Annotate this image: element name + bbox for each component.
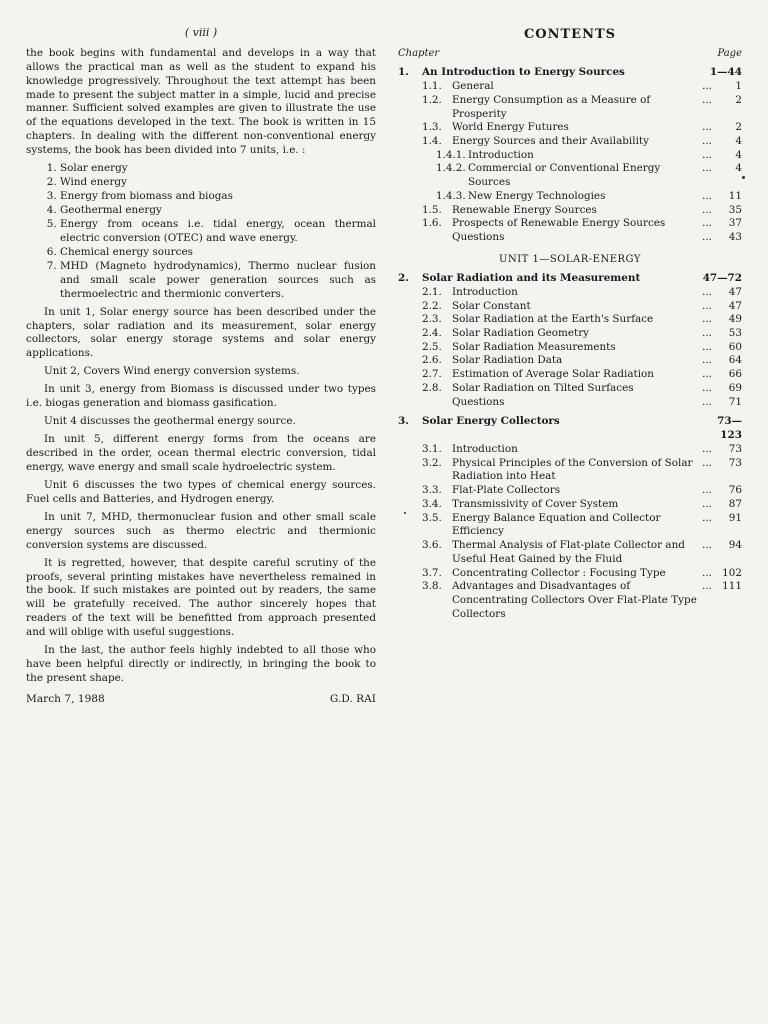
unit-item: 6. Chemical energy sources (60, 246, 376, 260)
leader-dots: ... (702, 484, 712, 497)
leader-dots: ... (702, 80, 712, 93)
chapter-2 (398, 272, 742, 409)
section-page: 2 (735, 93, 742, 106)
signature-line (26, 692, 376, 706)
section-number: 1.4.3. (435, 189, 466, 202)
section-number: 3.6. (421, 539, 442, 552)
leader-dots: ... (702, 135, 712, 148)
chapter-3 (398, 415, 742, 621)
leader-dots: ... (702, 299, 712, 312)
section-page: 47 (728, 299, 742, 312)
toc-entry (398, 341, 742, 355)
section-number: 2.4. (421, 327, 442, 340)
author-name: G.D. RAI (329, 693, 376, 706)
toc-entry (398, 80, 742, 94)
chapter-pages: 47—72 (702, 272, 742, 285)
section-number: 3.1. (421, 442, 442, 455)
chapter-pages: 73—123 (717, 415, 742, 442)
leader-dots: ... (702, 566, 712, 579)
toc-entry (398, 286, 742, 300)
leader-dots: ... (702, 313, 712, 326)
preface-paragraph: In unit 7, MHD, thermonuclear fusion and other small scale energy sources such as thermo electric and thermionic conversion systems are discussed. (26, 510, 376, 551)
section-title: Thermal Analysis of Flat-plate Collector and Useful Heat Gained by the Fluid (451, 539, 685, 565)
chapter-number: 2. (397, 272, 409, 285)
preface-paragraph: It is regretted, however, that despite careful scrutiny of the proofs, several printing mistakes have nevertheless remained in the book. If such mistakes are pointed out by readers, the same will be gratefully received. The author sincerely hopes that readers of the text will be benefitted from approach presented and will oblige with useful suggestions. (26, 556, 376, 639)
toc-entry (398, 204, 742, 218)
section-page: 66 (728, 368, 742, 381)
leader-dots: ... (702, 203, 712, 216)
toc-entry (398, 580, 742, 621)
toc-entry (398, 443, 742, 457)
chapter-column-header: Chapter (397, 48, 440, 60)
preface-paragraph: Unit 2, Covers Wind energy conversion systems. (44, 365, 300, 378)
unit-item: 3. Energy from biomass and biogas (60, 190, 376, 204)
leader-dots: ... (702, 285, 712, 298)
toc-entry (398, 121, 742, 135)
section-page: 11 (728, 189, 742, 202)
unit-heading: UNIT 1—SOLAR-ENERGY (499, 253, 641, 265)
preface-paragraph: In the last, the author feels highly indebted to all those who have been helpful directly or indirectly, in bringing the book to the present shape. (26, 644, 376, 685)
toc-entry (398, 231, 742, 245)
section-title: General (451, 80, 494, 93)
section-page: 60 (728, 340, 742, 353)
scan-speck (742, 176, 745, 179)
section-number: 1.4. (421, 135, 442, 148)
toc-entry (398, 567, 742, 581)
preface-date: March 7, 1988 (26, 693, 105, 706)
chapter-heading (398, 272, 742, 286)
toc-entry (398, 539, 742, 566)
section-number: 2.6. (421, 354, 442, 367)
preface-paragraph: In unit 1, Solar energy source has been described under the chapters, solar radiation and its measurement, solar energy collectors, solar energy storage systems and solar energy applications. (26, 305, 376, 360)
section-page: 4 (735, 162, 742, 175)
section-title: Solar Constant (451, 299, 531, 312)
section-title: Solar Radiation Data (451, 354, 563, 367)
section-page: 47 (728, 285, 742, 298)
intro-paragraph: the book begins with fundamental and develops in a way that allows the practical man as well as the student to expand his knowledge progressively. Throughout the text attempt has been made to present the subject matter in a simple, lucid and precise manner. Sufficient solved examples are given to illustrate the use of the equations developed in the text. The book is written in 15 chapters. In dealing with the different non-conventional energy systems, the book has been divided into 7 units, i.e. : (26, 46, 376, 157)
section-title: Questions (451, 395, 505, 408)
toc-entry (398, 396, 742, 410)
section-title: Advantages and Disadvantages of Concentrating Collectors Over Flat-Plate Type Collectors (451, 580, 697, 620)
section-title: Concentrating Collector : Focusing Type (451, 566, 666, 579)
section-page: 102 (722, 566, 742, 579)
toc-entry (398, 457, 742, 484)
section-page: 1 (735, 80, 742, 93)
section-title: Introduction (467, 148, 534, 161)
section-number: 3.4. (421, 497, 442, 510)
section-page: 49 (728, 313, 742, 326)
section-page: 76 (728, 484, 742, 497)
leader-dots: ... (702, 162, 712, 175)
section-page: 69 (728, 381, 742, 394)
section-page: 35 (728, 203, 742, 216)
chapter-1 (398, 66, 742, 245)
section-number: 3.8. (421, 580, 442, 593)
chapter-heading (398, 415, 742, 442)
section-title: Renewable Energy Sources (451, 203, 597, 216)
chapter-title: An Introduction to Energy Sources (421, 66, 625, 79)
unit-item: 4. Geothermal energy (60, 204, 376, 218)
units-list (26, 162, 376, 301)
page-number: ( viii ) (184, 26, 218, 39)
scan-speck (404, 512, 406, 514)
section-title: Estimation of Average Solar Radiation (451, 368, 655, 381)
section-page: 2 (735, 121, 742, 134)
leader-dots: ... (702, 580, 712, 593)
leader-dots: ... (702, 217, 712, 230)
leader-dots: ... (702, 340, 712, 353)
preface-paragraph: Unit 4 discusses the geothermal energy source. (44, 415, 296, 428)
toc-entry (398, 135, 742, 149)
toc-entry (398, 217, 742, 231)
section-title: Energy Balance Equation and Collector Efficiency (451, 511, 661, 538)
preface-paragraph: In unit 3, energy from Biomass is discussed under two types i.e. biogas generation and biomass gasification. (26, 383, 376, 410)
preface-paragraph: Unit 6 discusses the two types of chemical energy sources. Fuel cells and Batteries, and Hydrogen energy. (26, 478, 376, 505)
toc-entry (398, 300, 742, 314)
leader-dots: ... (702, 442, 712, 455)
section-page: 37 (728, 217, 742, 230)
leader-dots: ... (702, 497, 712, 510)
leader-dots: ... (702, 231, 712, 244)
section-title: Flat-Plate Collectors (451, 484, 561, 497)
section-title: New Energy Technologies (467, 189, 606, 202)
section-number: 3.5. (421, 511, 442, 524)
toc-entry (398, 368, 742, 382)
chapter-number: 3. (397, 415, 409, 428)
section-page: 73 (728, 442, 742, 455)
section-page: 111 (722, 580, 742, 593)
section-title: Prospects of Renewable Energy Sources (451, 217, 666, 230)
section-page: 94 (728, 539, 742, 552)
leader-dots: ... (702, 189, 712, 202)
toc-entry (398, 498, 742, 512)
section-page: 87 (728, 497, 742, 510)
toc-entry (398, 94, 742, 121)
section-title: Solar Radiation at the Earth's Surface (451, 313, 654, 326)
unit-item: 7. MHD (Magneto hydrodynamics), Thermo nuclear fusion and small scale power generation sources such as thermoelectric and thermionic converters. (60, 260, 376, 302)
section-page: 43 (728, 231, 742, 244)
leader-dots: ... (702, 327, 712, 340)
section-title: Questions (451, 231, 505, 244)
preface-column (26, 26, 376, 1004)
section-number: 3.3. (421, 484, 442, 497)
section-title: Solar Radiation Measurements (451, 340, 616, 353)
leader-dots: ... (702, 93, 712, 106)
page-column-header: Page (717, 48, 742, 60)
leader-dots: ... (702, 121, 712, 134)
section-page: 73 (728, 456, 742, 469)
section-number: 2.8. (421, 381, 442, 394)
contents-header-row (398, 47, 742, 60)
preface-paragraph: In unit 5, different energy forms from the oceans are described in the order, ocean thermal electric conversion, tidal energy, wave energy and small scale hydroelectric system. (26, 433, 376, 473)
toc-entry (398, 149, 742, 163)
toc-entry (398, 382, 742, 396)
contents-title: CONTENTS (523, 27, 617, 42)
leader-dots: ... (702, 368, 712, 381)
section-title: Physical Principles of the Conversion of Solar Radiation into Heat (451, 456, 693, 483)
section-number: 1.4.2. (435, 162, 466, 175)
toc-entry (398, 162, 742, 189)
section-number: 1.5. (421, 203, 442, 216)
leader-dots: ... (702, 148, 712, 161)
section-page: 4 (735, 135, 742, 148)
toc-entry (398, 313, 742, 327)
section-page: 91 (728, 511, 742, 524)
unit-item: 1. Solar energy (60, 162, 376, 176)
toc-entry (398, 484, 742, 498)
section-number: 1.3. (421, 121, 442, 134)
section-number: 3.7. (421, 566, 442, 579)
section-page: 53 (728, 327, 742, 340)
section-number: 1.6. (421, 217, 442, 230)
chapter-pages: 1—44 (709, 66, 742, 79)
section-page: 4 (735, 148, 742, 161)
section-page: 64 (728, 354, 742, 367)
chapter-title: Solar Radiation and its Measurement (421, 272, 641, 285)
section-number: 2.7. (421, 368, 442, 381)
unit-item: 2. Wind energy (60, 176, 376, 190)
section-title: Commercial or Conventional Energy Sources (467, 162, 661, 189)
toc-entry (398, 327, 742, 341)
section-number: 2.2. (421, 299, 442, 312)
chapter-number: 1. (397, 66, 409, 79)
leader-dots: ... (702, 456, 712, 469)
chapter-heading (398, 66, 742, 80)
leader-dots: ... (702, 354, 712, 367)
section-number: 2.5. (421, 340, 442, 353)
leader-dots: ... (702, 511, 712, 524)
leader-dots: ... (702, 539, 712, 552)
toc-entry (398, 512, 742, 539)
section-number: 2.3. (421, 313, 442, 326)
section-page: 71 (728, 395, 742, 408)
section-number: 1.2. (421, 93, 442, 106)
leader-dots: ... (702, 395, 712, 408)
section-number: 2.1. (421, 285, 442, 298)
section-title: Introduction (451, 285, 518, 298)
toc-entry (398, 354, 742, 368)
section-title: Solar Radiation on Tilted Surfaces (451, 381, 634, 394)
unit-item: 5. Energy from oceans i.e. tidal energy, ocean thermal electric conversion (OTEC) and wave energy. (60, 218, 376, 246)
section-title: Energy Sources and their Availability (451, 135, 649, 148)
contents-column (398, 26, 742, 1004)
section-title: World Energy Futures (451, 121, 569, 134)
leader-dots: ... (702, 381, 712, 394)
section-number: 1.4.1. (435, 148, 466, 161)
section-title: Solar Radiation Geometry (451, 327, 590, 340)
chapter-title: Solar Energy Collectors (421, 415, 560, 428)
toc-entry (398, 190, 742, 204)
section-title: Introduction (451, 442, 518, 455)
section-title: Energy Consumption as a Measure of Prosperity (451, 93, 651, 120)
section-number: 3.2. (421, 456, 442, 469)
section-title: Transmissivity of Cover System (451, 497, 619, 510)
section-number: 1.1. (421, 80, 442, 93)
